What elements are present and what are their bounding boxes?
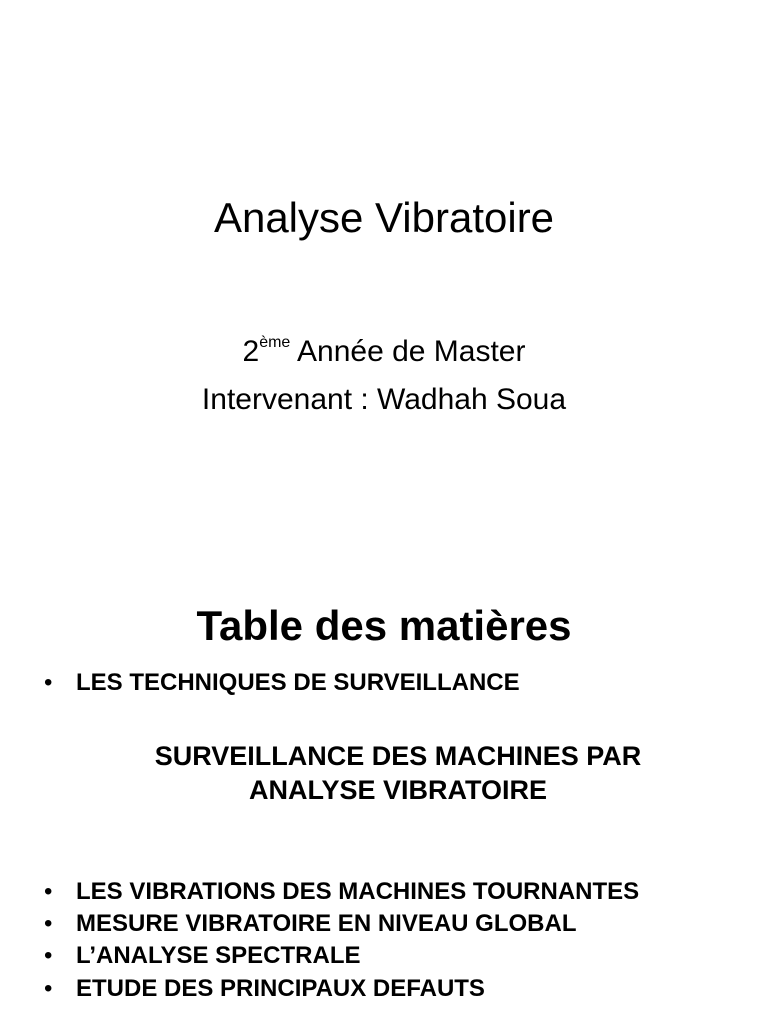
section-heading: [40, 739, 756, 807]
toc-item-label: MESURE VIBRATOIRE EN NIVEAU GLOBAL: [76, 910, 577, 937]
table-of-contents-slide: [0, 576, 768, 1024]
section-heading-line: SURVEILLANCE DES MACHINES PAR: [154, 741, 642, 771]
toc-item: [44, 876, 748, 908]
toc-item: [44, 667, 748, 699]
speaker-line: Intervenant : Wadhah Soua: [201, 383, 567, 416]
bullet-icon: •: [44, 910, 53, 937]
toc-item: [44, 940, 748, 972]
year-label: Année de Master: [290, 335, 526, 368]
toc-item-label: L’ANALYSE SPECTRALE: [76, 942, 361, 969]
section-heading-line: ANALYSE VIBRATOIRE: [248, 775, 548, 805]
year-number: 2: [242, 335, 260, 368]
toc-title: Table des matières: [196, 602, 572, 649]
presentation-title: Analyse Vibratoire: [213, 194, 555, 241]
course-year: [0, 333, 768, 371]
toc-item: [44, 908, 748, 940]
bullet-icon: •: [44, 878, 53, 905]
bullet-icon: •: [44, 975, 53, 1002]
year-ordinal-suffix: ème: [259, 334, 291, 351]
toc-item-label: LES VIBRATIONS DES MACHINES TOURNANTES: [76, 878, 640, 905]
toc-item: [44, 973, 748, 1005]
bullet-icon: •: [44, 942, 53, 969]
toc-item-label: ETUDE DES PRINCIPAUX DEFAUTS: [76, 975, 485, 1002]
bullet-icon: •: [44, 669, 53, 696]
toc-item-label: LES TECHNIQUES DE SURVEILLANCE: [76, 669, 520, 696]
